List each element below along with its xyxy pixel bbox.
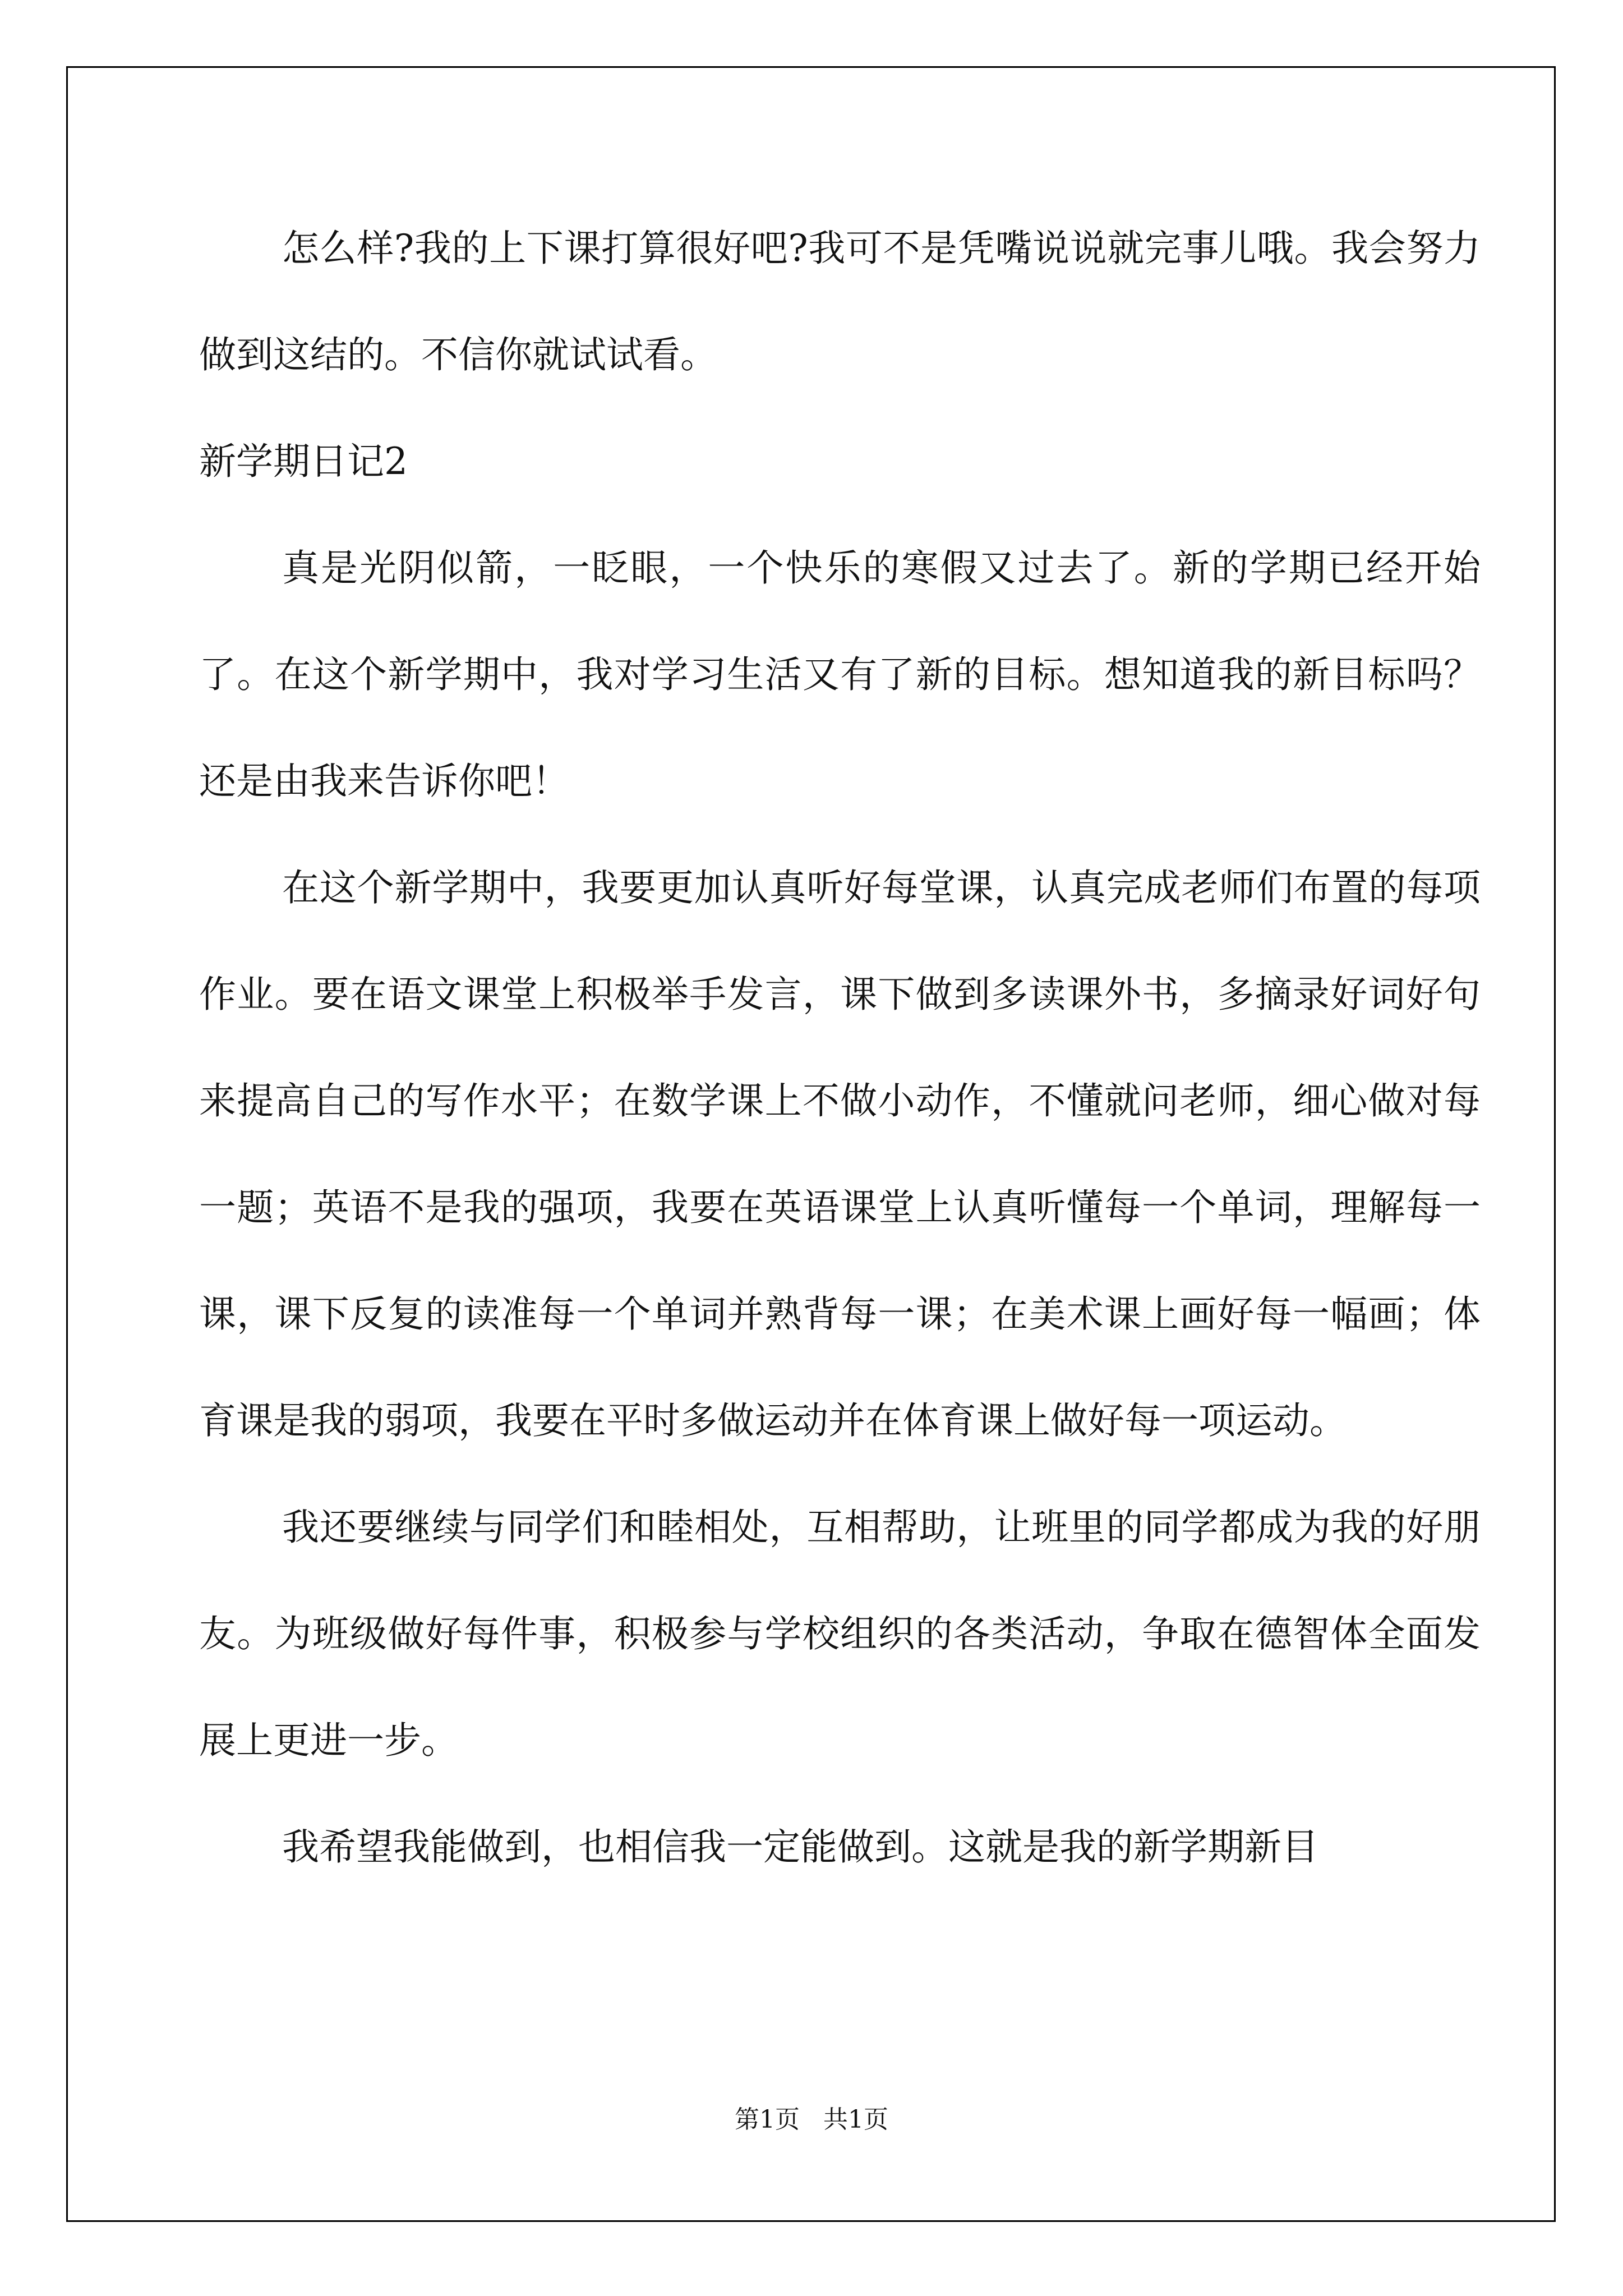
paragraph-5: 我希望我能做到，也相信我一定能做到。这就是我的新学期新目 [282,1825,1318,1869]
paragraph-2: 真是光阴似箭，一眨眼，一个快乐的寒假又过去了。新的学期已经开始了。在这个新学期中，我对学习生活又有了新的目标。想知道我的新目标吗？还是由我来告诉你吧！ [199,546,1481,803]
page-footer: 第1页 共1页 [735,2105,888,2134]
paragraph-1: 怎么样?我的上下课打算很好吧?我可不是凭嘴说说就完事儿哦。我会努力做到这结的。不信你就试试看。 [199,227,1481,376]
paragraph-3: 在这个新学期中，我要更加认真听好每堂课，认真完成老师们布置的每项作业。要在语文课堂上积极举手发言，课下做到多读课外书，多摘录好词好句来提高自己的写作水平；在数学课上不做小动作，不懂就问老师，细心做对每一题；英语不是我的强项，我要在英语课堂上认真听懂每一个单词，理解每一课，课下反复的读准每一个单词并熟背每一课；在美术课上画好每一幅画；体育课是我的弱项，我要在平时多做运动并在体育课上做好每一项运动。 [199,866,1481,1442]
paragraph-4: 我还要继续与同学们和睦相处，互相帮助，让班里的同学都成为我的好朋友。为班级做好每件事，积极参与学校组织的各类活动，争取在德智体全面发展上更进一步。 [199,1506,1481,1762]
section-heading: 新学期日记2 [199,440,408,483]
document-body [199,195,1481,1901]
